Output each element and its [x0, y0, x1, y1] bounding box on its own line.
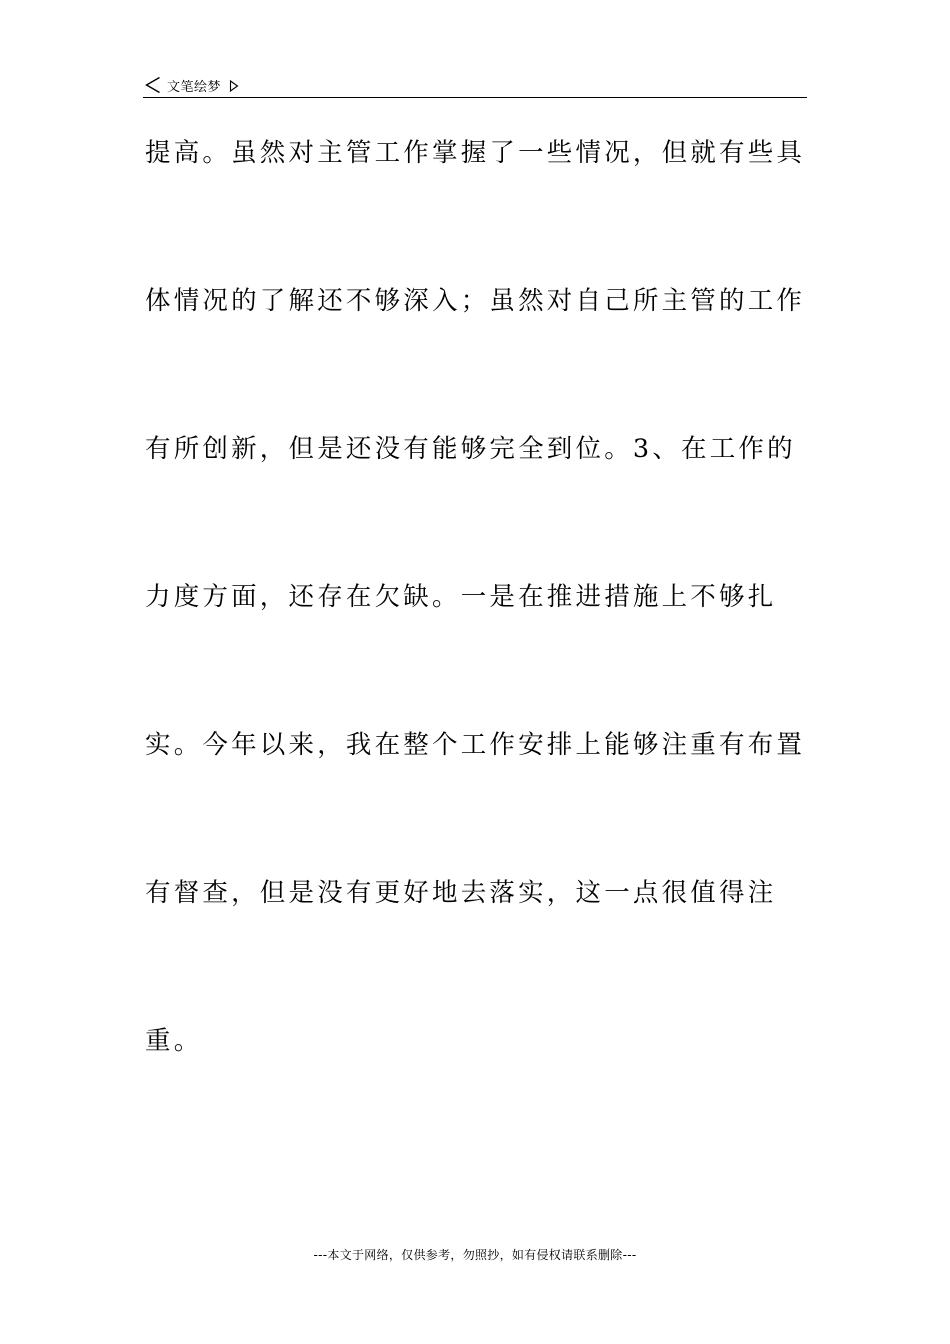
body-line: 力度方面，还存在欠缺。一是在推进措施上不够扎	[145, 582, 777, 612]
page-footer-disclaimer: ---本文于网络，仅供参考，勿照抄，如有侵权请联系删除---	[313, 1248, 637, 1262]
header-divider	[143, 97, 807, 98]
body-line: 重。	[145, 1026, 203, 1056]
body-line: 有督查，但是没有更好地去落实，这一点很值得注	[145, 878, 777, 908]
header-title: 文笔绘梦	[167, 79, 222, 95]
document-body	[145, 135, 810, 1171]
body-line: 提高。虽然对主管工作掌握了一些情况，但就有些具	[145, 138, 806, 168]
body-line: 实。今年以来，我在整个工作安排上能够注重有布置	[145, 730, 806, 760]
body-line: 体情况的了解还不够深入；虽然对自己所主管的工作	[145, 286, 806, 316]
body-line: 有所创新，但是还没有能够完全到位。3、在工作的	[145, 434, 796, 464]
triangle-right-outline-icon	[229, 77, 239, 89]
page-header	[145, 74, 239, 96]
triangle-left-outline-icon	[145, 76, 161, 94]
